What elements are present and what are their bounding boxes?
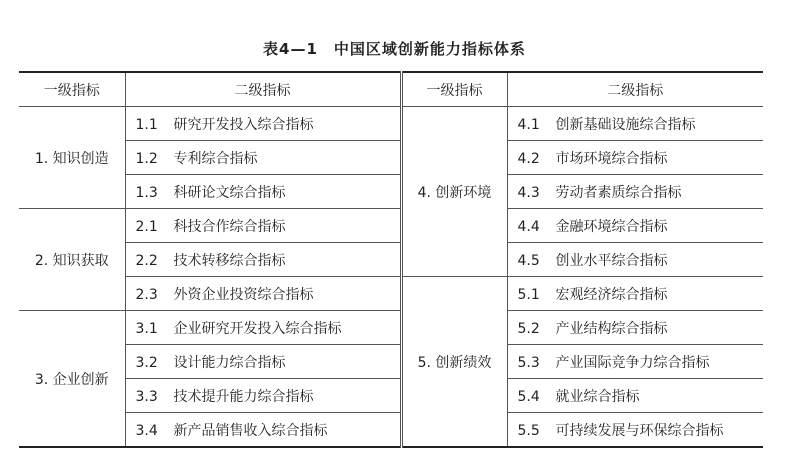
indicator-name: 技术提升能力综合指标 bbox=[173, 388, 314, 405]
indicator-name: 设计能力综合指标 bbox=[173, 354, 286, 371]
indicator-number: 2.2 bbox=[135, 252, 158, 269]
right-indicator-cell bbox=[507, 107, 763, 141]
indicator-name: 就业综合指标 bbox=[555, 388, 640, 405]
indicator-number: 3.1 bbox=[135, 320, 158, 337]
indicator-name: 劳动者素质综合指标 bbox=[555, 184, 682, 201]
table-row bbox=[19, 107, 763, 141]
header-level2-left: 二级指标 bbox=[125, 72, 401, 107]
indicator-name: 产业国际竞争力综合指标 bbox=[555, 354, 710, 371]
header-level1-right: 一级指标 bbox=[401, 72, 507, 107]
category-left: 3. 企业创新 bbox=[19, 311, 125, 448]
table-row bbox=[19, 175, 763, 209]
indicator-number: 2.3 bbox=[135, 286, 158, 303]
left-indicator-cell bbox=[125, 209, 401, 243]
right-indicator-cell bbox=[507, 175, 763, 209]
indicator-name: 创业水平综合指标 bbox=[555, 252, 668, 269]
table-body bbox=[19, 107, 763, 448]
indicator-number: 2.1 bbox=[135, 218, 158, 235]
right-indicator-cell bbox=[507, 141, 763, 175]
right-indicator-cell bbox=[507, 277, 763, 311]
table-row bbox=[19, 243, 763, 277]
header-row bbox=[19, 72, 763, 107]
table-row bbox=[19, 209, 763, 243]
indicator-number: 4.3 bbox=[517, 184, 540, 201]
indicator-name: 产业结构综合指标 bbox=[555, 320, 668, 337]
indicator-name: 创新基础设施综合指标 bbox=[555, 116, 696, 133]
left-indicator-cell bbox=[125, 107, 401, 141]
indicator-name: 研究开发投入综合指标 bbox=[173, 116, 314, 133]
indicator-number: 4.2 bbox=[517, 150, 540, 167]
table-row bbox=[19, 379, 763, 413]
right-indicator-cell bbox=[507, 311, 763, 345]
indicator-name: 新产品销售收入综合指标 bbox=[173, 422, 328, 439]
left-indicator-cell bbox=[125, 413, 401, 448]
indicator-number: 4.4 bbox=[517, 218, 540, 235]
header-level1-left: 一级指标 bbox=[19, 72, 125, 107]
table-row bbox=[19, 141, 763, 175]
table-row bbox=[19, 345, 763, 379]
indicator-name: 技术转移综合指标 bbox=[173, 252, 286, 269]
table-row bbox=[19, 413, 763, 448]
left-indicator-cell bbox=[125, 311, 401, 345]
left-indicator-cell bbox=[125, 345, 401, 379]
category-left: 1. 知识创造 bbox=[19, 107, 125, 209]
category-left: 2. 知识获取 bbox=[19, 209, 125, 311]
indicator-name: 专利综合指标 bbox=[173, 150, 258, 167]
indicator-number: 3.2 bbox=[135, 354, 158, 371]
indicator-name: 可持续发展与环保综合指标 bbox=[555, 422, 724, 439]
left-indicator-cell bbox=[125, 277, 401, 311]
left-indicator-cell bbox=[125, 175, 401, 209]
left-indicator-cell bbox=[125, 379, 401, 413]
indicator-number: 5.3 bbox=[517, 354, 540, 371]
left-indicator-cell bbox=[125, 243, 401, 277]
right-indicator-cell bbox=[507, 379, 763, 413]
right-indicator-cell bbox=[507, 345, 763, 379]
category-right: 4. 创新环境 bbox=[401, 107, 507, 277]
indicator-number: 5.5 bbox=[517, 422, 540, 439]
indicator-table bbox=[19, 71, 763, 448]
indicator-number: 4.1 bbox=[517, 116, 540, 133]
table-row bbox=[19, 311, 763, 345]
right-indicator-cell bbox=[507, 413, 763, 448]
indicator-number: 1.3 bbox=[135, 184, 158, 201]
right-indicator-cell bbox=[507, 243, 763, 277]
indicator-number: 1.1 bbox=[135, 116, 158, 133]
header-level2-right: 二级指标 bbox=[507, 72, 763, 107]
indicator-name: 金融环境综合指标 bbox=[555, 218, 668, 235]
indicator-number: 5.2 bbox=[517, 320, 540, 337]
indicator-number: 1.2 bbox=[135, 150, 158, 167]
indicator-number: 3.3 bbox=[135, 388, 158, 405]
indicator-name: 企业研究开发投入综合指标 bbox=[173, 320, 342, 337]
indicator-name: 宏观经济综合指标 bbox=[555, 286, 668, 303]
indicator-name: 市场环境综合指标 bbox=[555, 150, 668, 167]
indicator-number: 4.5 bbox=[517, 252, 540, 269]
table-row bbox=[19, 277, 763, 311]
indicator-number: 5.1 bbox=[517, 286, 540, 303]
right-indicator-cell bbox=[507, 209, 763, 243]
left-indicator-cell bbox=[125, 141, 401, 175]
indicator-number: 3.4 bbox=[135, 422, 158, 439]
indicator-name: 外资企业投资综合指标 bbox=[173, 286, 314, 303]
indicator-name: 科技合作综合指标 bbox=[173, 218, 286, 235]
indicator-name: 科研论文综合指标 bbox=[173, 184, 286, 201]
indicator-number: 5.4 bbox=[517, 388, 540, 405]
category-right: 5. 创新绩效 bbox=[401, 277, 507, 448]
table-title: 表4—1 中国区域创新能力指标体系 bbox=[263, 40, 526, 58]
